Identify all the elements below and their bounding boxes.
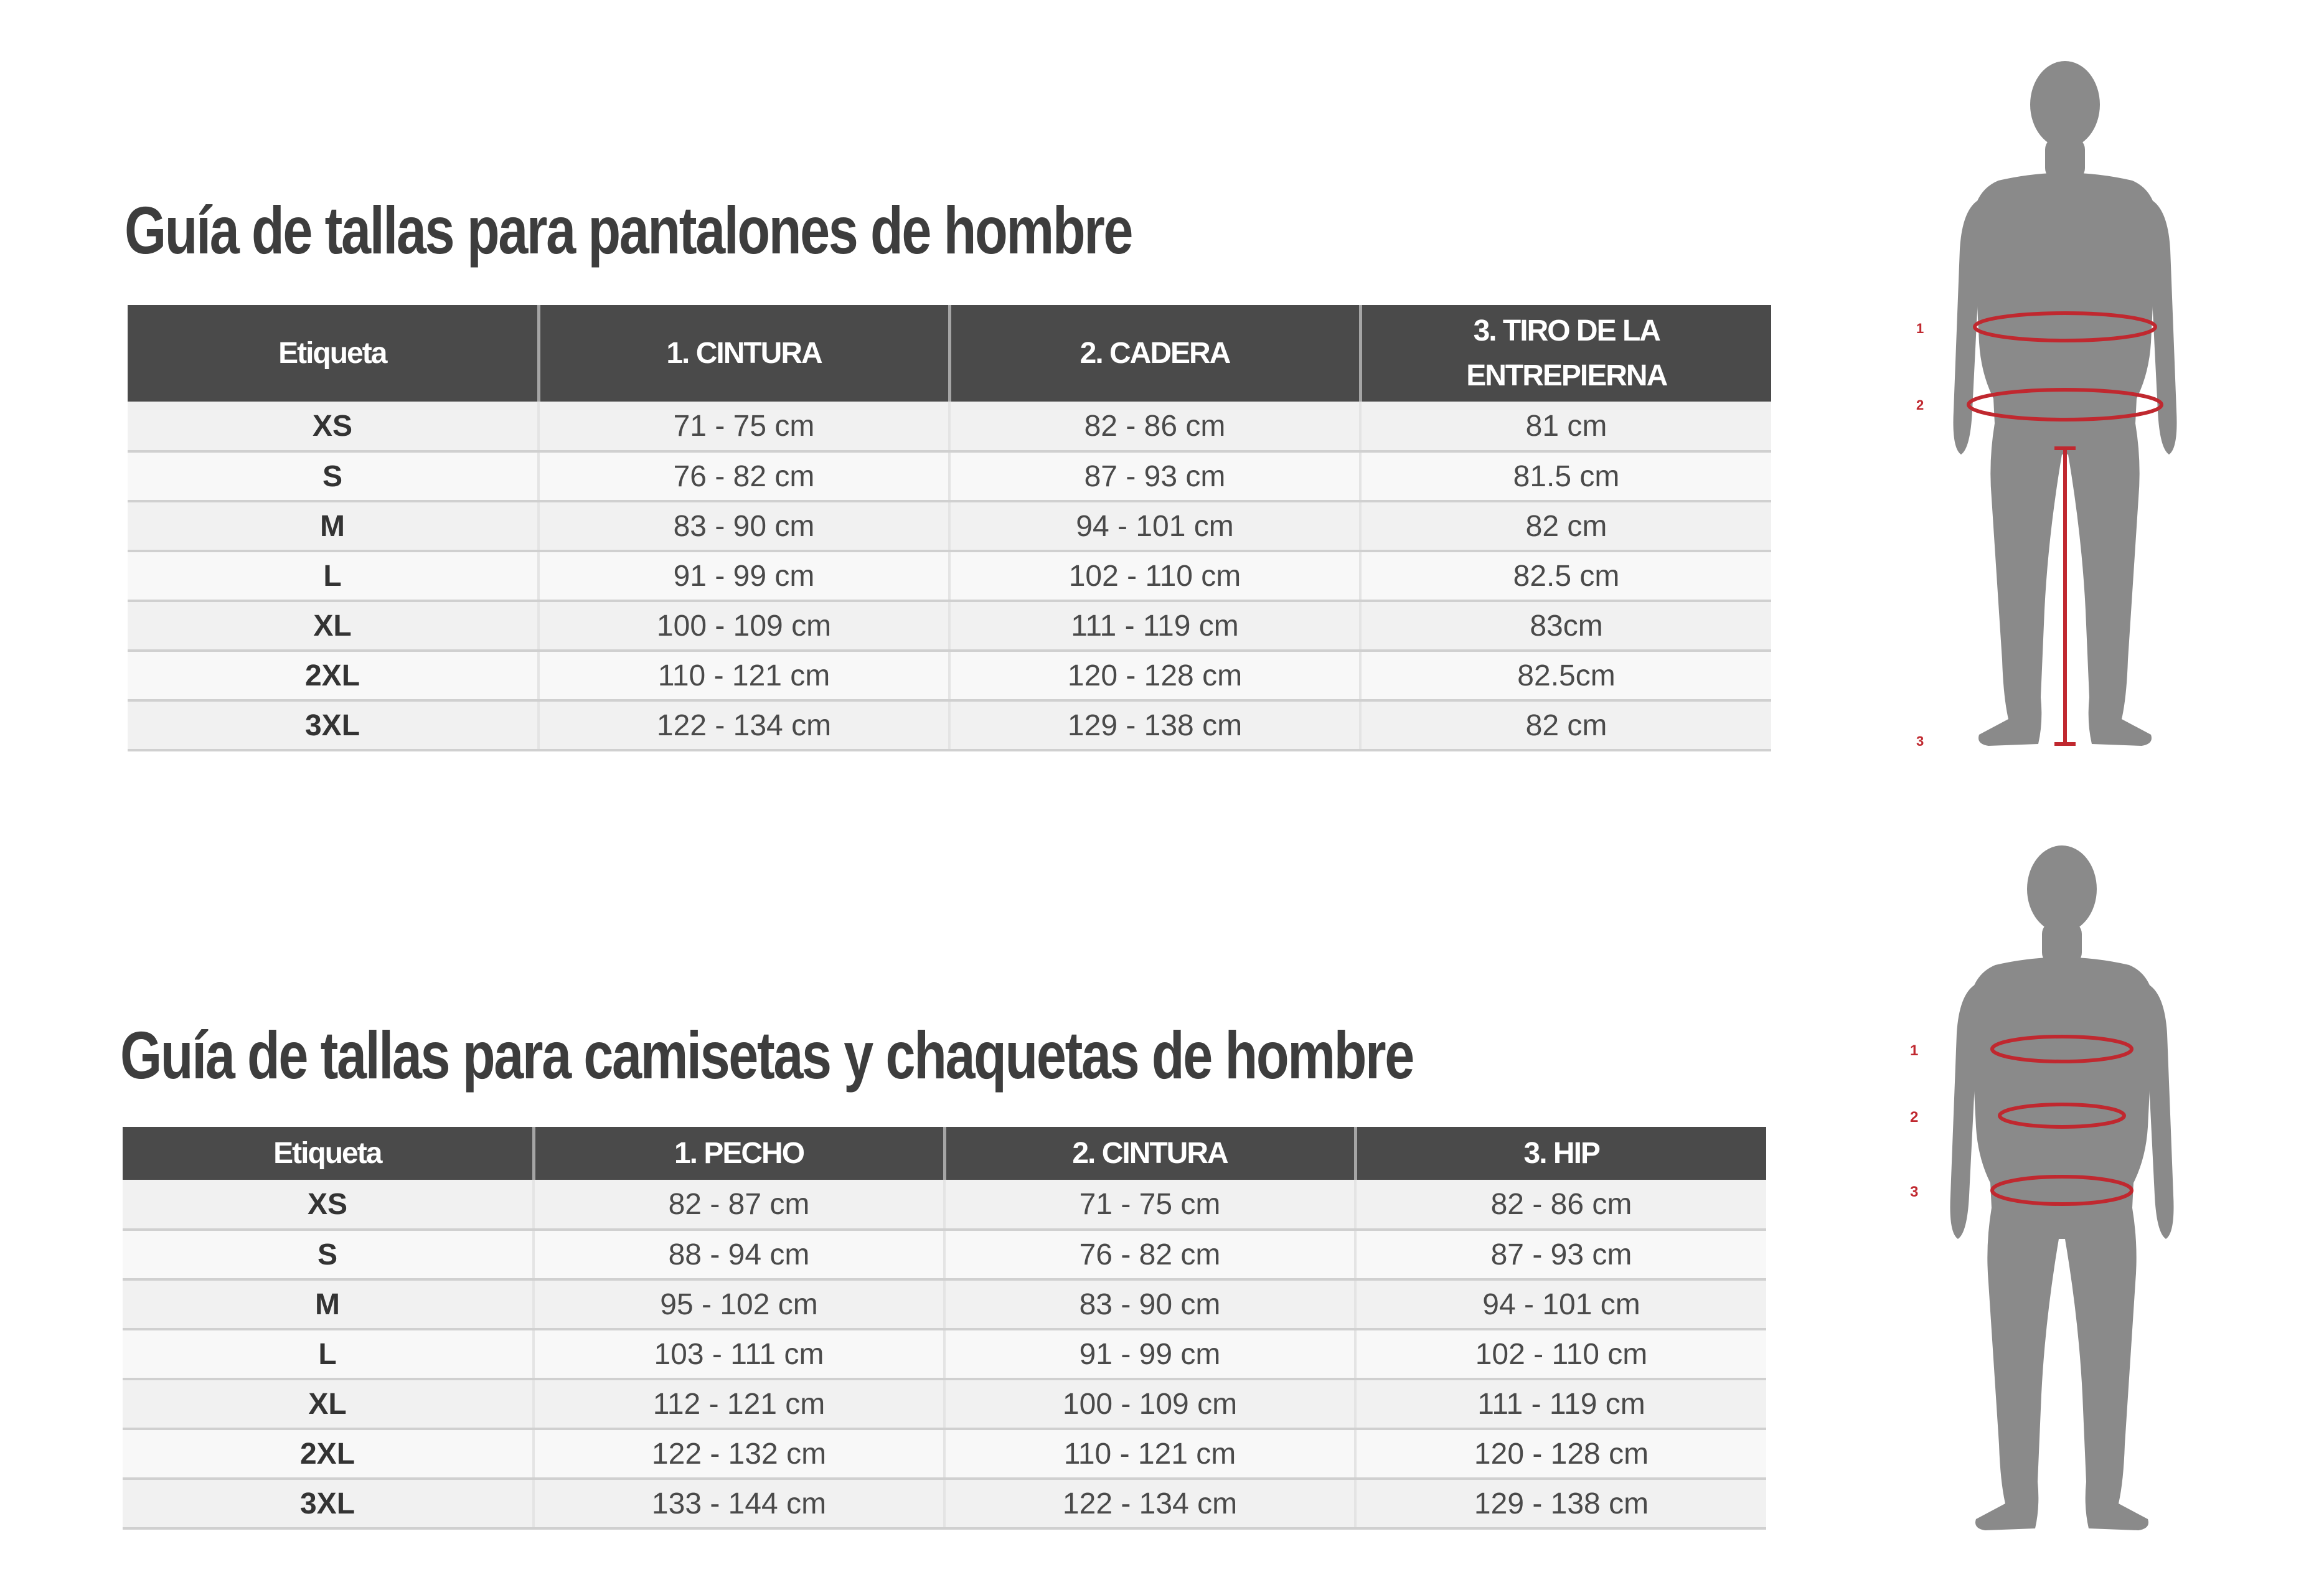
table-row <box>123 1329 1766 1379</box>
table-cell: 83cm <box>1360 601 1771 651</box>
size-label: S <box>123 1230 534 1279</box>
table-cell: 82.5 cm <box>1360 551 1771 601</box>
table-cell: 91 - 99 cm <box>539 551 949 601</box>
shirts-header-row <box>123 1127 1766 1180</box>
size-label: 3XL <box>123 1479 534 1528</box>
table-cell: 83 - 90 cm <box>539 501 949 551</box>
table-cell: 91 - 99 cm <box>944 1329 1355 1379</box>
size-label: 3XL <box>128 700 539 750</box>
pants-header-waist: 1. CINTURA <box>539 305 949 402</box>
table-cell: 71 - 75 cm <box>944 1180 1355 1230</box>
table-cell: 81 cm <box>1360 402 1771 451</box>
marker-hip: 2 <box>1916 397 1924 413</box>
table-cell: 120 - 128 cm <box>949 651 1360 700</box>
table-cell: 82 cm <box>1360 700 1771 750</box>
pants-header-label: Etiqueta <box>128 305 539 402</box>
table-cell: 81.5 cm <box>1360 451 1771 501</box>
table-cell: 103 - 111 cm <box>534 1329 944 1379</box>
table-row <box>123 1379 1766 1429</box>
table-cell: 94 - 101 cm <box>949 501 1360 551</box>
table-cell: 76 - 82 cm <box>944 1230 1355 1279</box>
table-row <box>128 551 1771 601</box>
table-cell: 82 - 86 cm <box>1355 1180 1766 1230</box>
table-cell: 111 - 119 cm <box>1355 1379 1766 1429</box>
table-row <box>123 1279 1766 1329</box>
table-cell: 112 - 121 cm <box>534 1379 944 1429</box>
table-row <box>128 651 1771 700</box>
table-cell: 87 - 93 cm <box>949 451 1360 501</box>
shirts-size-table <box>123 1127 1766 1530</box>
table-row <box>123 1230 1766 1279</box>
size-label: S <box>128 451 539 501</box>
table-cell: 122 - 132 cm <box>534 1429 944 1479</box>
table-cell: 129 - 138 cm <box>949 700 1360 750</box>
table-cell: 120 - 128 cm <box>1355 1429 1766 1479</box>
table-cell: 102 - 110 cm <box>1355 1329 1766 1379</box>
size-label: M <box>123 1279 534 1329</box>
table-cell: 100 - 109 cm <box>539 601 949 651</box>
size-label: XL <box>123 1379 534 1429</box>
pants-title: Guía de tallas para pantalones de hombre <box>125 192 1132 268</box>
shirts-header-label: Etiqueta <box>123 1127 534 1180</box>
shirts-header-waist: 2. CINTURA <box>944 1127 1355 1180</box>
table-cell: 95 - 102 cm <box>534 1279 944 1329</box>
size-label: 2XL <box>123 1429 534 1479</box>
table-row <box>128 402 1771 451</box>
table-cell: 87 - 93 cm <box>1355 1230 1766 1279</box>
pants-header-row <box>128 305 1771 402</box>
table-row <box>128 451 1771 501</box>
size-label: L <box>128 551 539 601</box>
size-label: 2XL <box>128 651 539 700</box>
table-cell: 88 - 94 cm <box>534 1230 944 1279</box>
table-cell: 82 - 86 cm <box>949 402 1360 451</box>
table-cell: 94 - 101 cm <box>1355 1279 1766 1329</box>
table-cell: 111 - 119 cm <box>949 601 1360 651</box>
shirts-title: Guía de tallas para camisetas y chaquetas de hombre <box>120 1017 1413 1093</box>
table-cell: 83 - 90 cm <box>944 1279 1355 1329</box>
table-cell: 82.5cm <box>1360 651 1771 700</box>
shirts-header-chest: 1. PECHO <box>534 1127 944 1180</box>
marker-inseam: 3 <box>1916 733 1924 749</box>
table-cell: 110 - 121 cm <box>944 1429 1355 1479</box>
size-label: XL <box>128 601 539 651</box>
table-cell: 110 - 121 cm <box>539 651 949 700</box>
table-row <box>128 700 1771 750</box>
pants-size-table <box>128 305 1771 751</box>
table-cell: 100 - 109 cm <box>944 1379 1355 1429</box>
table-cell: 122 - 134 cm <box>539 700 949 750</box>
table-cell: 71 - 75 cm <box>539 402 949 451</box>
pants-header-hip: 2. CADERA <box>949 305 1360 402</box>
table-cell: 102 - 110 cm <box>949 551 1360 601</box>
male-body-figure-icon <box>1899 834 2223 1556</box>
table-cell: 82 - 87 cm <box>534 1180 944 1230</box>
table-cell: 133 - 144 cm <box>534 1479 944 1528</box>
table-row <box>123 1180 1766 1230</box>
marker-waist: 2 <box>1910 1109 1919 1126</box>
size-label: L <box>123 1329 534 1379</box>
table-cell: 129 - 138 cm <box>1355 1479 1766 1528</box>
table-row <box>128 601 1771 651</box>
marker-chest: 1 <box>1910 1042 1919 1059</box>
table-row <box>128 501 1771 551</box>
size-label: XS <box>128 402 539 451</box>
table-row <box>123 1429 1766 1479</box>
pants-header-inseam: 3. TIRO DE LA ENTREPIERNA <box>1360 305 1771 402</box>
shirts-header-hip: 3. HIP <box>1355 1127 1766 1180</box>
size-label: M <box>128 501 539 551</box>
marker-waist: 1 <box>1916 321 1924 336</box>
table-row <box>123 1479 1766 1528</box>
marker-hip: 3 <box>1910 1184 1919 1200</box>
table-cell: 122 - 134 cm <box>944 1479 1355 1528</box>
table-cell: 82 cm <box>1360 501 1771 551</box>
table-cell: 76 - 82 cm <box>539 451 949 501</box>
male-body-figure-icon <box>1905 50 2229 766</box>
size-label: XS <box>123 1180 534 1230</box>
